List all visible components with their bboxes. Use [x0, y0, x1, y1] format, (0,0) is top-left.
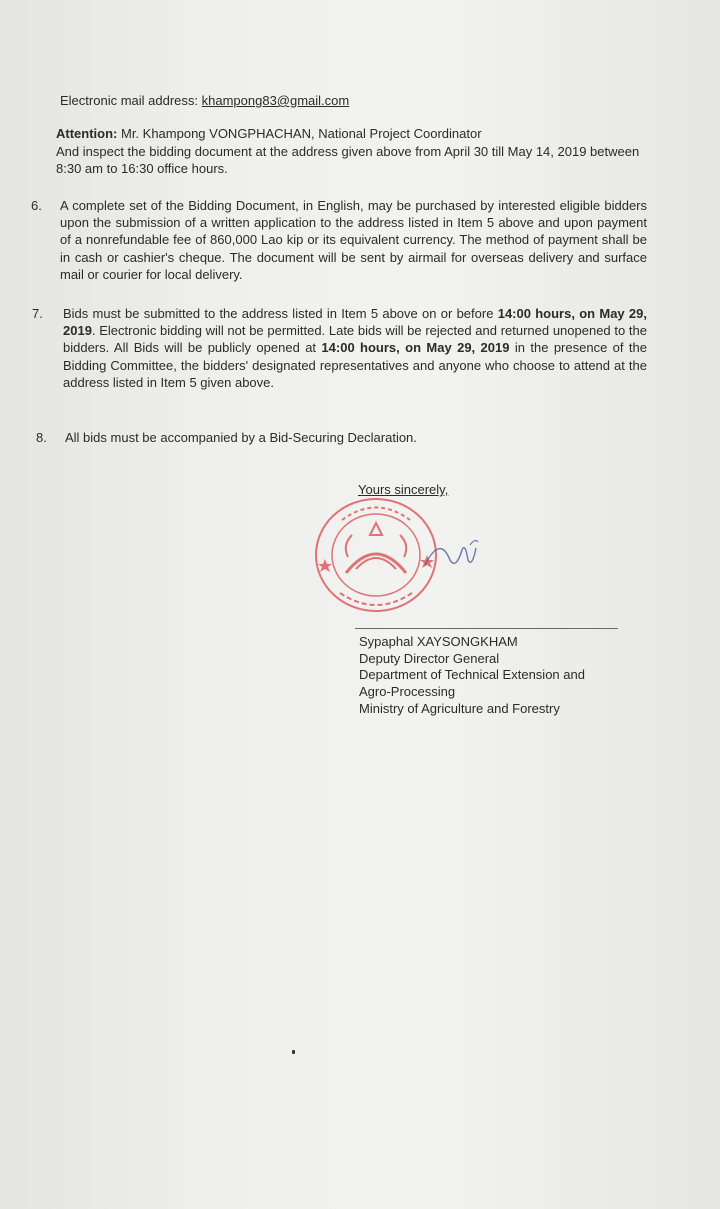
closing-text: Yours sincerely, [358, 482, 449, 497]
item-6-text: A complete set of the Bidding Document, in English, may be purchased by interested eligible bidders upon the submission of a written application to the address listed in Item 5 above and upon payment of a nonrefundable fee of 860,000 Lao kip or its equivalent currency. The method of payment shall be in cash or cashier's cheque. The document will be sent by airmail for overseas delivery and surface mail or courier for local delivery. [60, 198, 647, 282]
item-7-part: . Electronic bidding will not be permitted. Late bids will be rejected and returned unopened to the bidders. All Bids will be publicly opened at [63, 323, 647, 356]
signer-title: Deputy Director General [359, 650, 500, 666]
item-7-part: Bids must be submitted to the address listed in Item 5 above on or before [63, 306, 498, 321]
item-number: 8. [36, 430, 47, 445]
signer-block [359, 634, 585, 718]
signer-ministry: Ministry of Agriculture and Forestry [359, 700, 560, 716]
item-7-deadline: 14:00 hours, on May 29, 2019 [63, 306, 647, 339]
email-link[interactable]: khampong83@gmail.com [201, 93, 350, 108]
attention-text: Mr. Khampong VONGPHACHAN, National Project Coordinator [117, 126, 482, 141]
email-label: Electronic mail address: [60, 93, 202, 108]
inspect-text: And inspect the bidding document at the address given above from April 30 till May 14, 2019 between 8:30 am to 16:30 office hours. [56, 143, 640, 176]
signer-name: Sypaphal XAYSONGKHAM [359, 634, 518, 649]
attention-label: Attention: [56, 126, 118, 141]
signature-line [355, 628, 618, 629]
signature-icon [420, 520, 480, 580]
item-7-text [63, 305, 647, 391]
item-8-text: All bids must be accompanied by a Bid-Securing Declaration. [65, 430, 417, 445]
signer-department: Department of Technical Extension and [359, 667, 585, 683]
email-line [60, 92, 349, 110]
attention-block [56, 125, 656, 178]
item-number: 7. [32, 306, 43, 321]
paper-speck [292, 1050, 295, 1054]
signer-department-cont: Agro-Processing [359, 684, 456, 700]
item-7-opening: 14:00 hours, on May 29, 2019 [321, 340, 510, 356]
item-7-part: in the presence of the Bidding Committee, the bidders' designated representatives and anyone who choose to attend at the address listed in Item 5 given above. [63, 340, 647, 390]
item-number: 6. [31, 198, 42, 213]
